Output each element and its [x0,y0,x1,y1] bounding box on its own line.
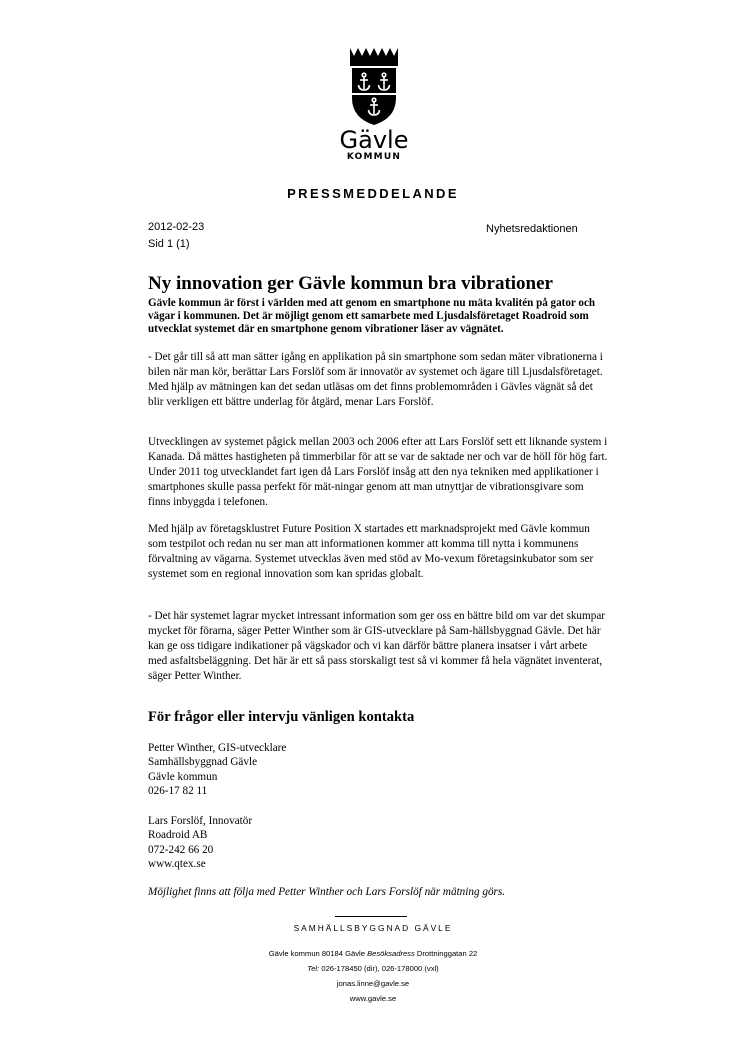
contact-name-role: Lars Forslöf, Innovatör [148,815,253,827]
measurement-note: Möjlighet finns att följa med Petter Winther och Lars Forslöf när mätning görs. [148,886,506,898]
footer-visit-label: Besöksadress [367,949,415,958]
footer-department: SAMHÄLLSBYGGNAD GÄVLE [293,923,453,933]
page-number: Sid 1 (1) [148,238,190,250]
contact-phone: 026-17 82 11 [148,785,208,798]
footer-visit-address: Drottninggatan 22 [416,949,478,958]
contact-website-link[interactable]: www.qtex.se [148,858,206,871]
recipient: Nyhetsredaktionen [486,223,578,235]
article-paragraph-4: - Det här systemet lagrar mycket intressant information som ger oss en bättre bild om var det skumpar mycket för förarna, säger Petter Winther som är GIS-utvecklare på Sam-hällsbyggnad Gävle. Det här kan ge oss tidigare indikationer på vägskador och vi kan därför bättre planera insatser i vårt arbete med asfaltsbeläggning. Det här är ett så pass storskaligt test så vi kommer få hela vägnätet inventerat, säger Petter Winther. [148,610,606,682]
logo-subtitle: KOMMUN [346,152,402,162]
footer-website-link[interactable]: www.gavle.se [349,994,397,1003]
footer-divider [335,916,407,917]
article-lead: Gävle kommun är först i världen med att genom en smartphone nu mäta kvalitén på gator och vägar i kommunen. Det är möjligt genom ett samarbete med Ljusdalsföretaget Roadroid som utvecklat systemet där en smartphone genom vibrationer läser av vägnätet. [148,297,596,336]
contact-department: Samhällsbyggnad Gävle [148,756,258,769]
press-date: 2012-02-23 [148,221,205,233]
coat-of-arms-icon [339,46,409,128]
footer-tel-numbers: 026-178450 (dir), 026-178000 (vxl) [321,964,439,973]
footer-tel-label: Tel: [307,964,320,973]
article-headline: Ny innovation ger Gävle kommun bra vibrationer [148,273,553,294]
contact-phone: 072-242 66 20 [148,843,214,856]
contact-organization: Gävle kommun [148,770,218,783]
article-paragraph-3: Med hjälp av företagsklustret Future Position X startades ett marknadsprojekt med Gävle kommun som testpilot och redan nu ser man att informationen kommer att komma till nytta i kommunens förvaltning av vägarna. Systemet utvecklas även med stöd av Mo-vexum företagsinkubator som ser systemet som en regional innovation som kan spridas globalt. [148,523,594,580]
footer-org-address: Gävle kommun 80184 Gävle [268,949,365,958]
contact-organization: Roadroid AB [148,829,208,842]
document-type-title: PRESSMEDDELANDE [287,186,459,201]
contact-lars-forslof [148,814,252,872]
footer-address [0,949,746,959]
contact-heading: För frågor eller intervju vänligen kontakta [148,709,415,725]
contact-petter-winther [148,741,286,799]
article-paragraph-2: Utvecklingen av systemet pågick mellan 2003 och 2006 efter att Lars Forslöf sett ett liknande system i Kanada. Då mättes hastigheten på timmerbilar för att se var de saktade ner och var de höll för hög fart. Under 2011 tog utvecklandet fart igen då Lars Forslöf insåg att den nya tekniken med applikationer i smartphones skulle passa perfekt för mät-ningar genom att man utnyttjar de vibrationsgivare som finns inbyggda i telefonen. [148,436,608,508]
logo-name: Gävle [339,126,409,154]
footer-email-link[interactable]: jonas.linne@gavle.se [336,979,410,988]
contact-name-role: Petter Winther, GIS-utvecklare [148,742,287,754]
article-paragraph-1: - Det går till så att man sätter igång en applikation på sin smartphone som sedan mäter vibrationerna i bilen när man kör, berättar Lars Forslöf som är innovatör av systemet och ägare till Ljusdalsföretaget. Med hjälp av mätningen kan det sedan utläsas om det finns problemområden i Gävles vägnät så det blir verkligen ett bättre underlag för åtgärd, menar Lars Forslöf. [148,351,603,408]
gavle-kommun-logo [339,46,409,164]
footer-telephone [0,964,746,974]
